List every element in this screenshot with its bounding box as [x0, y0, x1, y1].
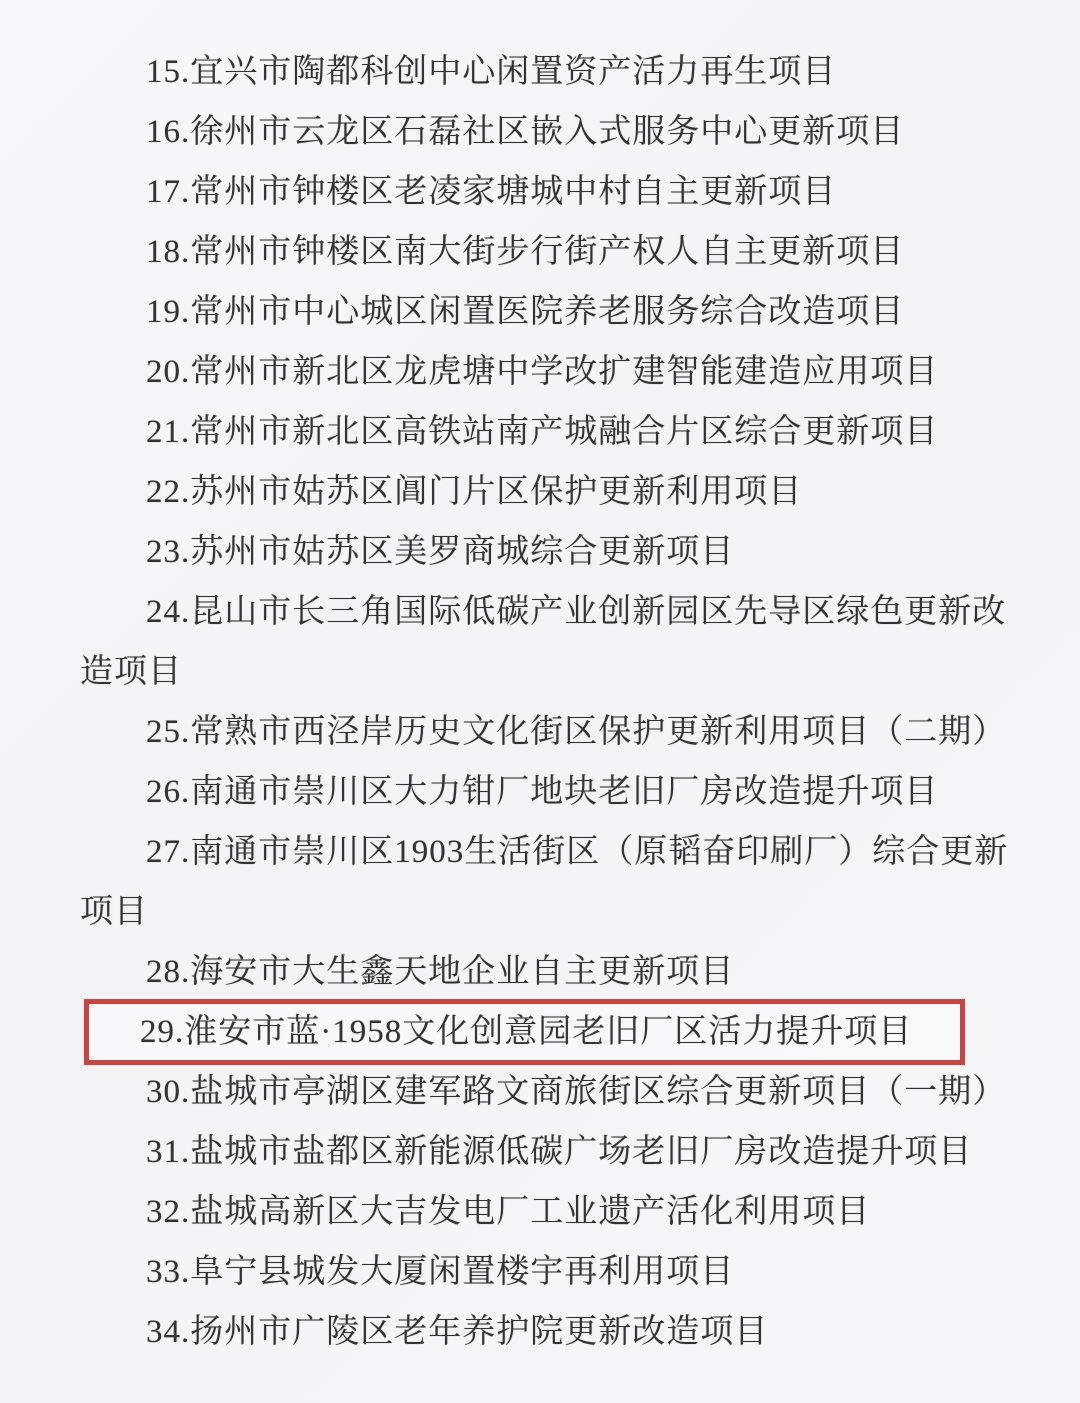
list-item: 31.盐城市盐都区新能源低碳广场老旧厂房改造提升项目 [146, 1134, 973, 1170]
list-item: 27.南通市崇川区1903生活街区（原韬奋印刷厂）综合更新 [146, 834, 1009, 870]
list-item: 33.阜宁县城发大厦闲置楼宇再利用项目 [146, 1254, 735, 1290]
list-item: 32.盐城高新区大吉发电厂工业遗产活化利用项目 [146, 1194, 871, 1230]
list-item: 24.昆山市长三角国际低碳产业创新园区先导区绿色更新改 [146, 594, 1007, 630]
list-item: 34.扬州市广陵区老年养护院更新改造项目 [146, 1314, 769, 1350]
list-item: 25.常熟市西泾岸历史文化街区保护更新利用项目（二期） [146, 714, 1007, 750]
document-page [80, 42, 1009, 1362]
highlighted-list-item: 29.淮安市蓝·1958文化创意园老旧厂区活力提升项目 [84, 999, 965, 1065]
list-item: 28.海安市大生鑫天地企业自主更新项目 [146, 954, 735, 990]
list-item: 16.徐州市云龙区石磊社区嵌入式服务中心更新项目 [146, 114, 905, 150]
list-item: 22.苏州市姑苏区阊门片区保护更新利用项目 [146, 474, 803, 510]
list-item: 17.常州市钟楼区老凌家塘城中村自主更新项目 [146, 174, 837, 210]
list-item: 18.常州市钟楼区南大街步行街产权人自主更新项目 [146, 234, 905, 270]
list-item: 26.南通市崇川区大力钳厂地块老旧厂房改造提升项目 [146, 774, 939, 810]
list-item: 21.常州市新北区高铁站南产城融合片区综合更新项目 [146, 414, 939, 450]
list-item: 项目 [80, 894, 148, 930]
list-item: 19.常州市中心城区闲置医院养老服务综合改造项目 [146, 294, 905, 330]
list-item: 造项目 [80, 654, 182, 690]
list-item: 30.盐城市亭湖区建军路文商旅街区综合更新项目（一期） [146, 1074, 1007, 1110]
list-item: 20.常州市新北区龙虎塘中学改扩建智能建造应用项目 [146, 354, 939, 390]
list-item: 15.宜兴市陶都科创中心闲置资产活力再生项目 [146, 54, 837, 90]
list-item: 23.苏州市姑苏区美罗商城综合更新项目 [146, 534, 735, 570]
